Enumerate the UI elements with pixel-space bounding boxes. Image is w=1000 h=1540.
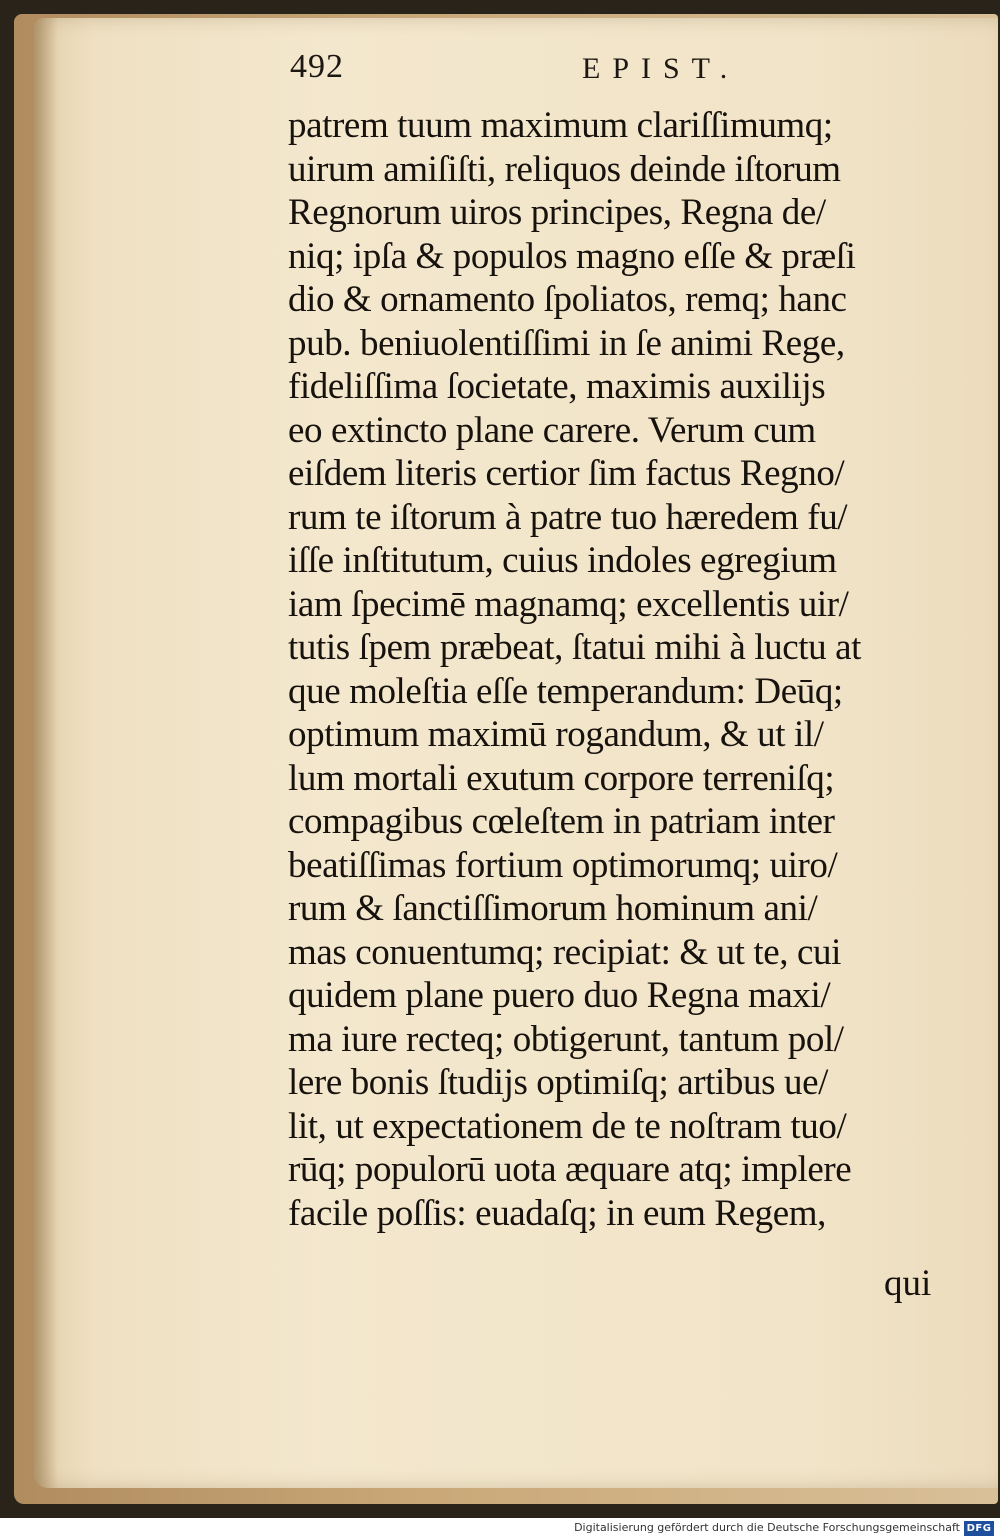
running-head: EPIST. [582, 52, 740, 85]
text-line: Regnorum uiros principes, Regna de/ [288, 192, 826, 233]
funding-credit: Digitalisierung gefördert durch die Deutsche Forschungsgemeinschaft [574, 1521, 960, 1534]
text-line: ma iure recteq; obtigerunt, tantum pol/ [288, 1018, 844, 1060]
text-line: beatiſſimas fortium optimorumq; uiro/ [288, 844, 838, 886]
text-line: lere bonis ſtudijs optimiſq; artibus ue/ [288, 1062, 828, 1103]
text-line: iſſe inſtitutum, cuius indoles egregium [288, 540, 837, 581]
text-line: facile poſſis: euadaſq; in eum Regem, [288, 1192, 826, 1234]
text-line: rum te iſtorum à patre tuo hæredem fu/ [288, 496, 848, 538]
text-line: fideliſſima ſocietate, maximis auxilijs [288, 366, 826, 407]
text-line: uirum amiſiſti, reliquos deinde iſtorum [288, 148, 841, 190]
text-line: tutis ſpem præbeat, ſtatui mihi à luctu at [288, 627, 862, 668]
footer-bar [0, 1518, 1000, 1540]
text-line: rūq; populorū uota æquare atq; implere [288, 1149, 852, 1190]
page-header [290, 48, 760, 88]
text-line: niq; ipſa & populos magno eſſe & præſi [288, 235, 856, 277]
dfg-logo: DFG [964, 1521, 994, 1536]
text-line: eiſdem literis certior ſim factus Regno/ [288, 453, 845, 494]
text-line: patrem tuum maximum clariſſimumq; [288, 105, 833, 146]
text-line: rum & ſanctiſſimorum hominum ani/ [288, 888, 818, 929]
text-line: pub. beniuolentiſſimi in ſe animi Rege, [288, 322, 845, 364]
text-line: eo extincto plane carere. Verum cum [288, 409, 816, 451]
text-line: quidem plane puero duo Regna maxi/ [288, 975, 831, 1016]
text-line: iam ſpecimē magnamq; excellentis uir/ [288, 583, 849, 625]
text-line: mas conuentumq; recipiat: & ut te, cui [288, 931, 842, 973]
text-line: que moleſtia eſſe temperandum: Deūq; [288, 670, 843, 712]
text-line: lit, ut expectationem de te noſtram tuo/ [288, 1105, 847, 1147]
gutter-shadow [34, 18, 58, 1488]
text-line: dio & ornamento ſpoliatos, remq; hanc [288, 279, 847, 320]
catchword: qui [884, 1263, 932, 1304]
text-block [288, 104, 958, 1235]
page-number: 492 [290, 48, 344, 85]
text-line: compagibus cœleſtem in patriam inter [288, 801, 835, 842]
text-line: optimum maximū rogandum, & ut il/ [288, 714, 824, 755]
text-line: lum mortali exutum corpore terreniſq; [288, 757, 835, 799]
